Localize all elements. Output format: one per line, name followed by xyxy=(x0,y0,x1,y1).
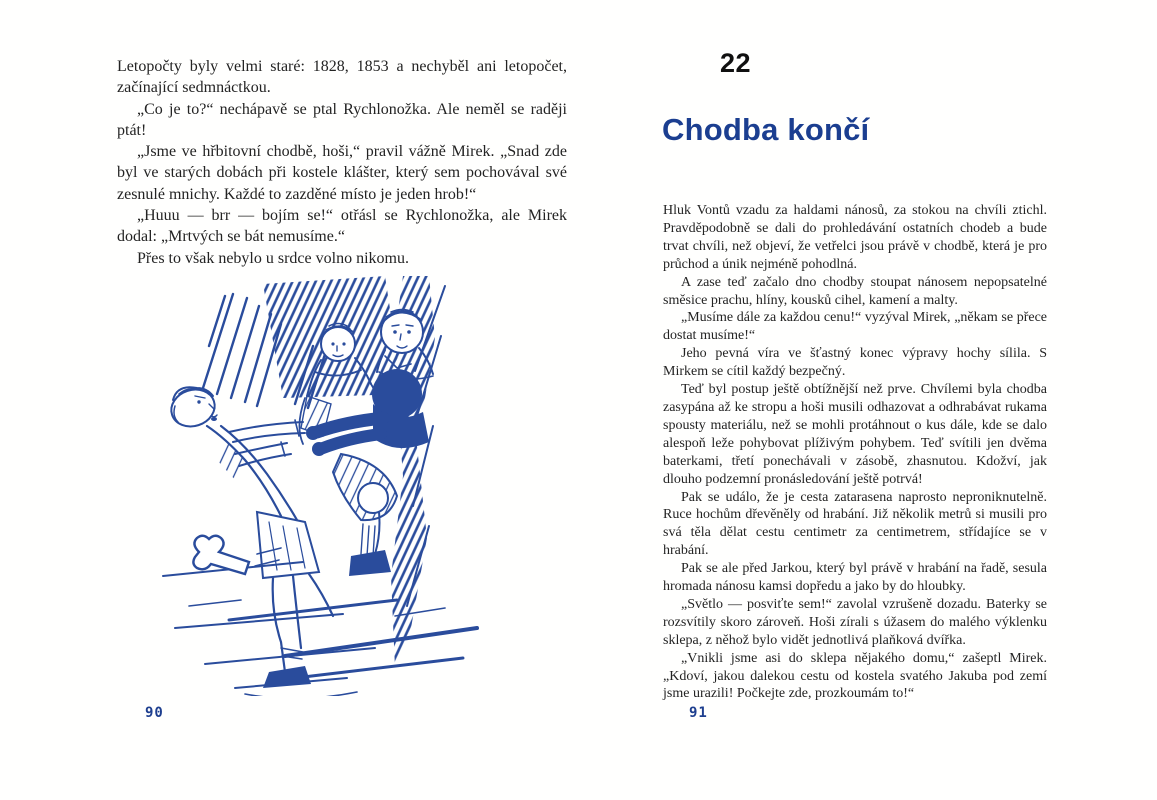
paragraph: Jeho pevná víra ve šťastný konec výpravy hochy sílila. S Mirkem se cítil každý bezpečný. xyxy=(663,346,1047,380)
right-page-text-block xyxy=(663,202,1047,703)
chapter-illustration xyxy=(145,276,517,696)
paragraph: Letopočty byly velmi staré: 1828, 1853 a nechyběl ani letopočet, začínající sedmnáctkou. xyxy=(117,58,567,97)
paragraph: „Světlo — posviťte sem!“ zavolal vzrušeně dozadu. Baterky se rozsvítily skoro zároveň. Hoši zírali s úžasem do malého výklenku sklepa, z něhož bylo vidět jednotlivá plaňková dvířka. xyxy=(663,596,1047,648)
page-number-left: 90 xyxy=(145,705,164,721)
ground-strokes xyxy=(163,562,477,696)
paragraph: Hluk Vontů vzadu za haldami nánosů, za stokou na chvíli ztichl. Pravděpodobně se dali do prohledávání ostatních chodeb a bude trvat chvíli, než objeví, že vetřelci jsou právě v chodbě, která je pro průchod a únik nejméně pohodlná. xyxy=(663,203,1047,272)
paragraph: „Vnikli jsme asi do sklepa nějakého domu,“ zašeptl Mirek. „Kdoví, jakou dalekou cestu od kostela svatého Jakuba pod zemí jsme urazili! Počkejte zde, prozkoumám to!“ xyxy=(663,650,1047,702)
paragraph: Teď byl postup ještě obtížnější než prve. Chvílemi byla chodba zasypána až ke stropu a hoši musili odhazovat a odhrabávat rukama spousty materiálu, než se mohli protáhnout o kus dále, kde se dalo alespoň leže pohybovat plíživým pohybem. Teď svítili jen dvěma baterkami, třetí ponechávali v zásobě, zhasnutou. Kdožví, jak dlouho podzemní pronásledování ještě potrvá! xyxy=(663,382,1047,487)
paragraph: „Jsme ve hřbitovní chodbě, hoši,“ pravil vážně Mirek. „Snad zde byl ve starých dobách při kostele klášter, který sem pochovával své zesnulé mnichy. Každé to zazděné místo je jeden hrob!“ xyxy=(117,143,567,203)
paragraph: A zase teď začalo dno chodby stoupat nánosem nepopsatelné směsice prachu, hlíny, kousků cihel, kamení a malty. xyxy=(663,274,1047,308)
chapter-number: 22 xyxy=(720,48,752,78)
paragraph: „Musíme dále za každou cenu!“ vyzýval Mirek, „někam se přece dostat musíme!“ xyxy=(663,310,1047,344)
paragraph: „Huuu — brr — bojím se!“ otřásl se Rychlonožka, ale Mirek dodal: „Mrtvých se bát nemusíme.“ xyxy=(117,207,567,246)
paragraph: Přes to však nebylo u srdce volno nikomu. xyxy=(137,249,409,267)
page-number-right: 91 xyxy=(689,705,708,721)
chapter-title: Chodba končí xyxy=(662,112,870,147)
paragraph: „Co je to?“ nechápavě se ptal Rychlonožka. Ale neměl se raději ptát! xyxy=(117,100,567,139)
paragraph: Pak se událo, že je cesta zatarasena naprosto neproniknutelně. Ruce hochům dřevěněly od hrabání. Již několik metrů si musili pro svá těla dělat cestu centimetr za centimetrem, střídajíce se v hrabání. xyxy=(663,489,1047,559)
paragraph: Pak se ale před Jarkou, který byl právě v hrabání na řadě, sesula hromada nánosu kamsi dopředu a jako by do hloubky. xyxy=(663,561,1047,595)
left-page-text-block xyxy=(117,56,567,269)
